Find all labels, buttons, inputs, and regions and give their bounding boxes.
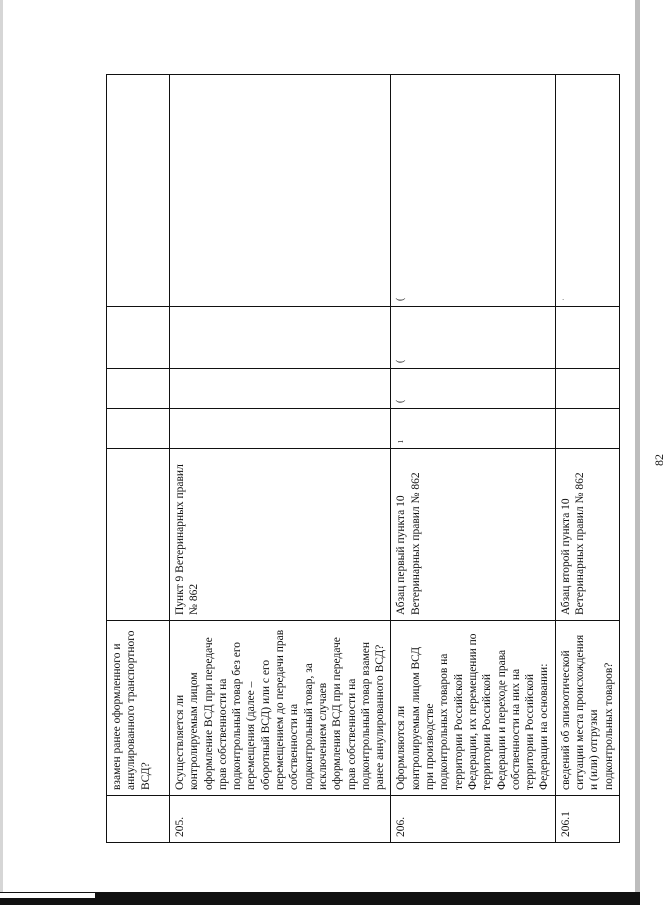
question-text: Оформляются ли контролируемым лицом ВСД при производстве подконтрольных товаров на территории Российской Федерации, их перемещении по территории Российской Федерации и переходе права собственности на них на территории Российской Федерации на основании: [391, 621, 555, 796]
answer-cell-1 [107, 409, 170, 449]
question-text: Осуществляется ли контролируемым лицом оформление ВСД при передаче прав собственности на подконтрольный товар без его перемещения (далее – оборотный ВСД) или с его перемещением до передачи прав собственности на подконтрольный товар, за исключением случаев оформления ВСД при передаче прав собственности на подконтрольный товар взамен ранее аннулированного ВСД? [170, 621, 391, 796]
row-number [107, 796, 170, 843]
answer-cell-3 [555, 307, 619, 369]
note-cell: ( [391, 75, 555, 307]
answer-cell-3: ( [391, 307, 555, 369]
scan-bottom-border [0, 892, 640, 905]
table-row [107, 75, 170, 843]
answer-cell-1 [170, 409, 391, 449]
answer-cell-3 [170, 307, 391, 369]
note-cell [107, 75, 170, 307]
row-number: 206. [391, 796, 555, 843]
answer-cell-2: ( [391, 369, 555, 409]
answer-cell-1 [555, 409, 619, 449]
answer-cell-2 [107, 369, 170, 409]
question-text: взамен ранее оформленного и аннулированного транспортного ВСД? [107, 621, 170, 796]
legal-reference [107, 449, 170, 621]
answer-cell-1: ı [391, 409, 555, 449]
scan-left-edge [0, 0, 3, 905]
question-text: сведений об эпизоотической ситуации места происхождения и (или) отгрузки подконтрольных товаров? [555, 621, 619, 796]
answer-cell-2 [555, 369, 619, 409]
note-cell [170, 75, 391, 307]
table-row [555, 75, 619, 843]
legal-reference: Пункт 9 Ветеринарных правил № 862 [170, 449, 391, 621]
table-row [170, 75, 391, 843]
legal-reference: Абзац второй пункта 10 Ветеринарных правил № 862 [555, 449, 619, 621]
scan-bottom-gap [0, 893, 95, 898]
legal-reference: Абзац первый пункта 10 Ветеринарных правил № 862 [391, 449, 555, 621]
note-cell: ˈ [555, 75, 619, 307]
scan-right-edge [635, 0, 640, 905]
table-row [391, 75, 555, 843]
checklist-table [106, 74, 620, 843]
row-number: 206.1 [555, 796, 619, 843]
row-number: 205. [170, 796, 391, 843]
answer-cell-2 [170, 369, 391, 409]
page-number: 82 [652, 454, 666, 466]
answer-cell-3 [107, 307, 170, 369]
